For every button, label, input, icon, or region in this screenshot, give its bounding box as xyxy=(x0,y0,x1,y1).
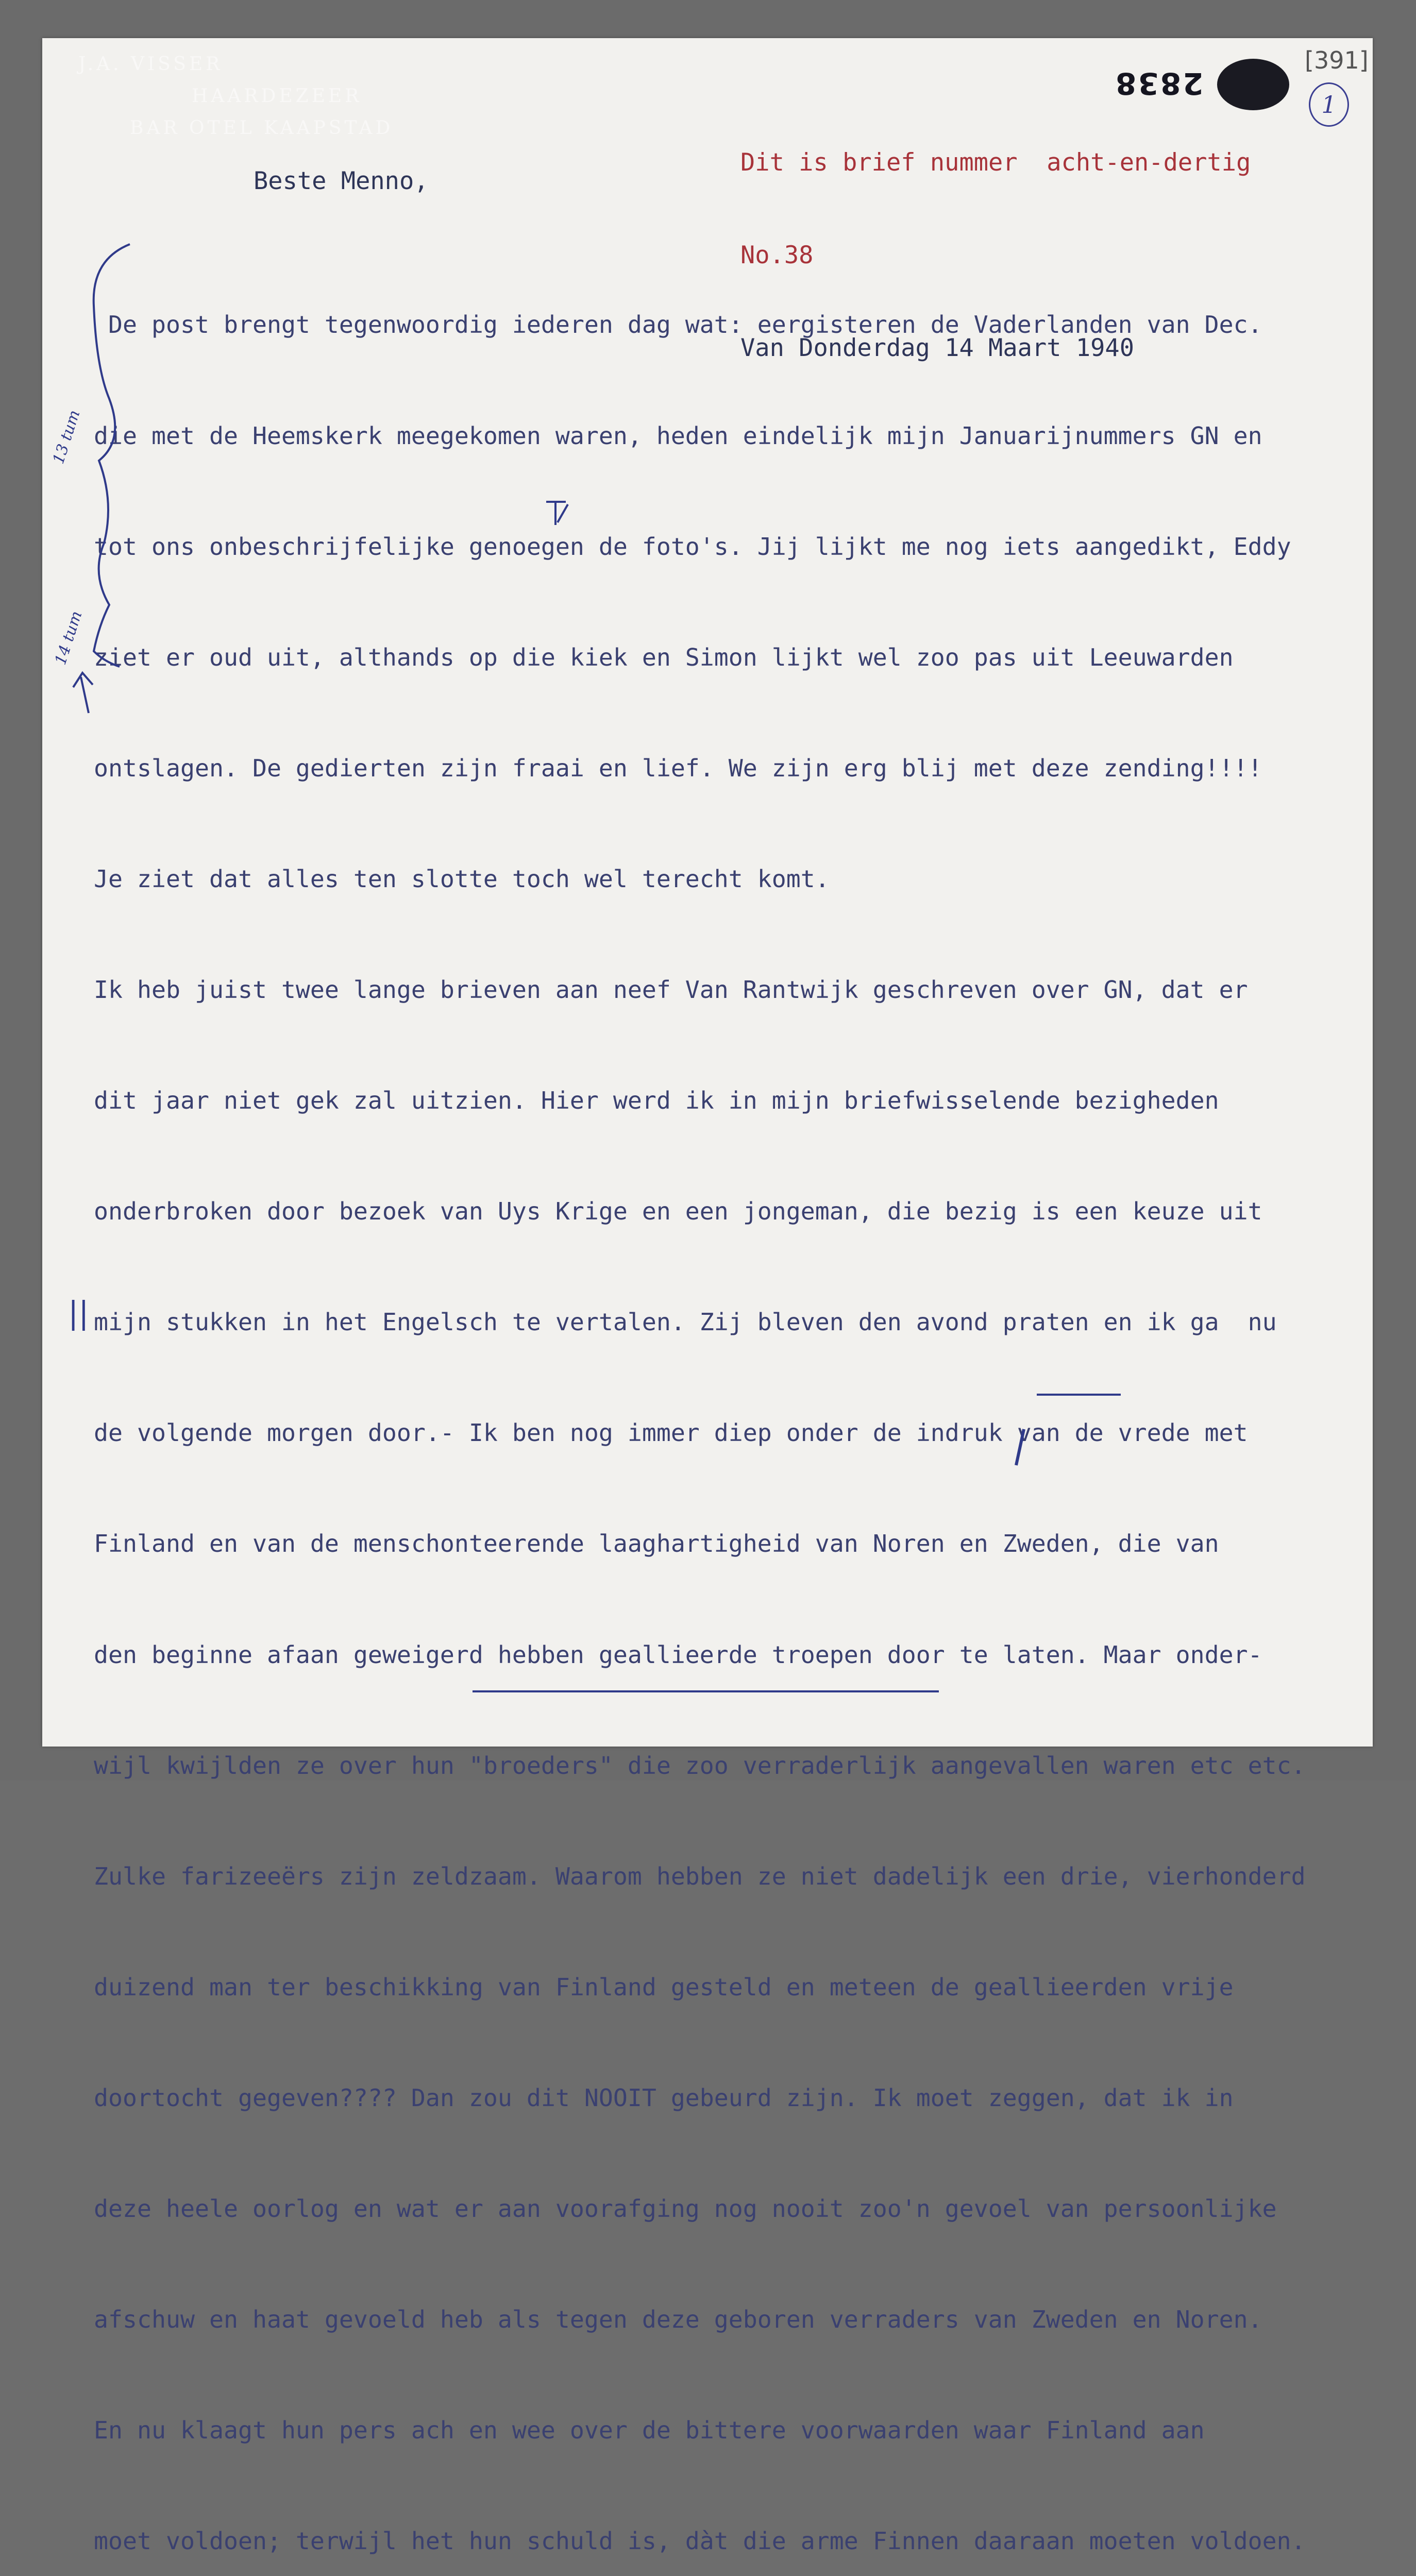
folio-number: [391] xyxy=(1305,46,1369,74)
letterhead-line: J.A. VISSER xyxy=(78,54,223,75)
body-line: moet voldoen; terwijl het hun schuld is, dàt die arme Finnen daaraan moeten voldoen. xyxy=(94,2527,1306,2555)
margin-double-bar: || xyxy=(68,1295,89,1331)
correction-mark-icon xyxy=(1016,1429,1024,1465)
body-line: Ik heb juist twee lange brieven aan neef Van Rantwijk geschreven over GN, dat er xyxy=(94,975,1248,1004)
body-line: afschuw en haat gevoeld heb als tegen deze geboren verraders van Zweden en Noren. xyxy=(94,2306,1262,2334)
body-line: doortocht gegeven???? Dan zou dit NOOIT gebeurd zijn. Ik moet zeggen, dat ik in xyxy=(94,2083,1234,2112)
letter-number-words: Dit is brief nummer acht-en-dertig xyxy=(740,148,1251,177)
margin-bracket-icon xyxy=(94,244,130,667)
letterhead-line: HAARDEZEER xyxy=(192,86,362,107)
letterhead-line: BAR OTEL KAAPSTAD xyxy=(130,117,394,139)
body-line: den beginne afaan geweigerd hebben geallieerde troepen door te laten. Maar onder- xyxy=(94,1640,1262,1669)
body-line: En nu klaagt hun pers ach en wee over de bittere voorwaarden waar Finland aan xyxy=(94,2416,1205,2445)
body-line: Zulke farizeeërs zijn zeldzaam. Waarom hebben ze niet dadelijk een drie, vierhonderd xyxy=(94,1862,1306,1890)
letter-number: No.38 xyxy=(740,241,814,269)
body-line: mijn stukken in het Engelsch te vertalen. Zij bleven den avond praten en ik ga nu xyxy=(94,1308,1277,1336)
body-line: deze heele oorlog en wat er aan voorafging nog nooit zoo'n gevoel van persoonlijke xyxy=(94,2195,1277,2223)
body-line: wijl kwijlden ze over hun "broeders" die zoo verraderlijk aangevallen waren etc etc. xyxy=(94,1751,1306,1780)
body-line: dit jaar niet gek zal uitzien. Hier werd ik in mijn briefwisselende bezigheden xyxy=(94,1087,1219,1115)
letter-sheet xyxy=(42,38,1373,2555)
body-line: die met de Heemskerk meegekomen waren, heden eindelijk mijn Januarijnummers GN en xyxy=(94,421,1262,450)
body-line: de volgende morgen door.- Ik ben nog immer diep onder de indruk van de vrede met xyxy=(94,1419,1248,1447)
body-line: ziet er oud uit, althands op die kiek en Simon lijkt wel zoo pas uit Leeuwarden xyxy=(94,643,1234,671)
insert-mark-icon xyxy=(546,502,568,525)
margin-note-lower: 14 tum xyxy=(52,608,86,667)
body-line: ontslagen. De gedierten zijn fraai en lief. We zijn erg blij met deze zending!!!! xyxy=(94,754,1262,782)
body-line: onderbroken door bezoek van Uys Krige en een jongeman, die bezig is een keuze uit xyxy=(94,1197,1262,1226)
stamp-number: 2838 xyxy=(1114,66,1204,101)
body-line: tot ons onbeschrijfelijke genoegen de foto's. Jij lijkt me nog iets aangedikt, Eddy xyxy=(94,532,1291,561)
letter-date: Van Donderdag 14 Maart 1940 xyxy=(740,334,1135,362)
pen-annotations xyxy=(42,38,1373,1747)
body-line: Finland en van de menschonteerende laaghartigheid van Noren en Zweden, die van xyxy=(94,1530,1219,1558)
margin-arrow-icon xyxy=(73,673,93,713)
body-line: De post brengt tegenwoordig iederen dag wat: eergisteren de Vaderlanden van Dec. xyxy=(94,311,1262,339)
body-line: duizend man ter beschikking van Finland gesteld en meteen de geallieerden vrije xyxy=(94,1973,1234,2001)
page-number-circled: 1 xyxy=(1309,82,1349,127)
margin-note-upper: 13 tum xyxy=(49,408,84,466)
body-line: Je ziet dat alles ten slotte toch wel terecht komt. xyxy=(94,865,830,893)
salutation: Beste Menno, xyxy=(254,167,429,195)
